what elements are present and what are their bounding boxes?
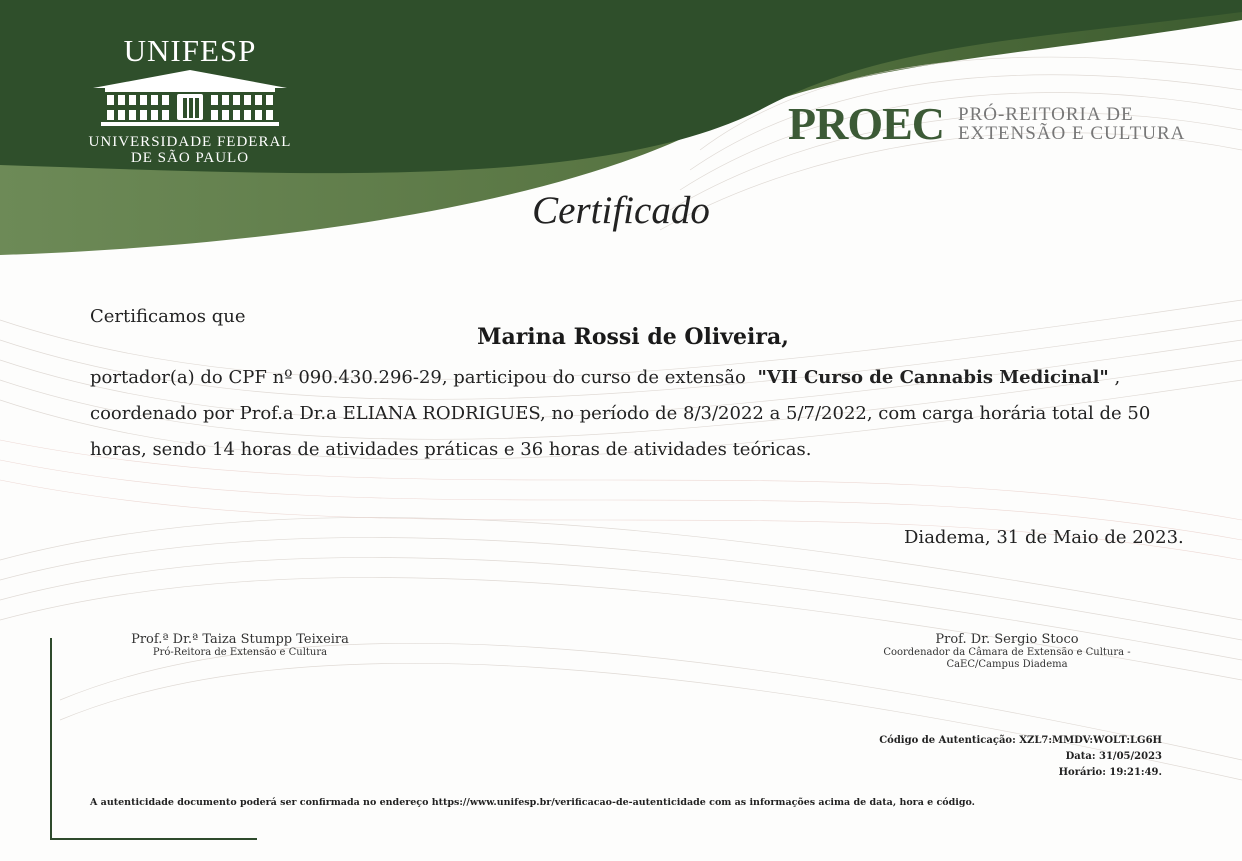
corner-bracket-horizontal bbox=[50, 838, 257, 840]
proec-wordmark: PROEC bbox=[788, 98, 944, 149]
course-name: "VII Curso de Cannabis Medicinal" bbox=[757, 367, 1109, 388]
body-line-3: horas, sendo 14 horas de atividades práticas e 36 horas de atividades teóricas. bbox=[90, 439, 812, 460]
university-building-icon bbox=[85, 68, 295, 130]
unifesp-short-name: UNIFESP bbox=[123, 33, 257, 68]
body-line-1 bbox=[90, 367, 1120, 389]
signature-right-name: Prof. Dr. Sergio Stoco bbox=[935, 632, 1079, 647]
signature-left bbox=[110, 633, 370, 659]
proec-subtitle-line1: PRÓ-REITORIA DE bbox=[958, 104, 1134, 125]
unifesp-logo bbox=[80, 34, 300, 166]
signature-left-role: Pró-Reitora de Extensão e Cultura bbox=[152, 647, 328, 658]
body-line-1-text: portador(a) do CPF nº 090.430.296-29, participou do curso de extensão bbox=[90, 367, 746, 388]
certificate-title: Certificado bbox=[532, 189, 710, 232]
body-line-2: coordenado por Prof.a Dr.a ELIANA RODRIGUES, no período de 8/3/2022 a 5/7/2022, com carga horária total de 50 bbox=[90, 403, 1151, 424]
signature-right-role-line1: Coordenador da Câmara de Extensão e Cultura - bbox=[883, 647, 1131, 658]
authentication-block bbox=[879, 733, 1162, 781]
signature-right-role-line2: CaEC/Campus Diadema bbox=[946, 659, 1068, 670]
body-line-1-end: , bbox=[1114, 367, 1121, 388]
university-full-name-line1: UNIVERSIDADE FEDERAL bbox=[88, 134, 292, 150]
intro-text: Certificamos que bbox=[90, 306, 246, 327]
place-date: Diadema, 31 de Maio de 2023. bbox=[904, 527, 1184, 548]
authentication-time: Horário: 19:21:49. bbox=[1058, 767, 1162, 778]
recipient-name: Marina Rossi de Oliveira, bbox=[477, 324, 789, 350]
authenticity-note: A autenticidade documento poderá ser confirmada no endereço https://www.unifesp.br/verificacao-de-autenticidade com as informações acima de data, hora e código. bbox=[90, 797, 975, 808]
authentication-date: Data: 31/05/2023 bbox=[1065, 751, 1162, 762]
proec-subtitle bbox=[958, 105, 1185, 143]
university-full-name-line2: DE SÃO PAULO bbox=[130, 150, 250, 166]
proec-subtitle-line2: EXTENSÃO E CULTURA bbox=[958, 123, 1186, 144]
signature-left-name: Prof.ª Dr.ª Taiza Stumpp Teixeira bbox=[131, 632, 349, 647]
signature-right bbox=[862, 633, 1152, 671]
authentication-code: Código de Autenticação: XZL7:MMDV:WOLT:LG6H bbox=[879, 735, 1162, 746]
corner-bracket-vertical bbox=[50, 638, 52, 840]
